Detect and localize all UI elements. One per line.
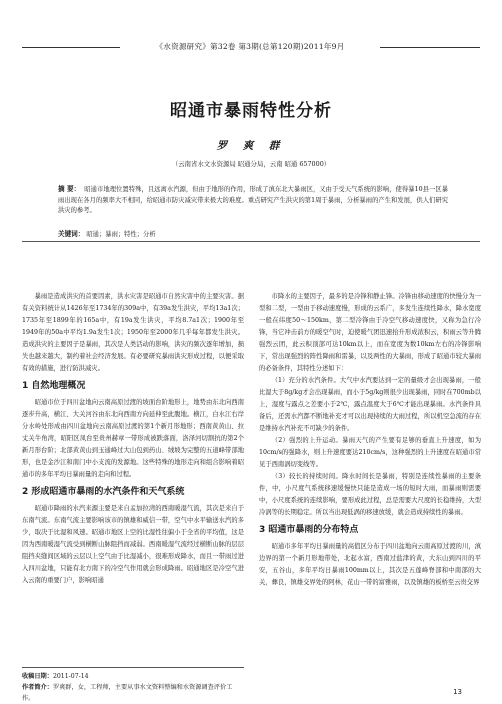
header-rule-right	[380, 47, 480, 48]
keywords	[58, 228, 448, 238]
received-label: 收稿日期：	[22, 673, 53, 680]
abstract	[58, 184, 448, 217]
weather-systems-paragraph: 市降水的主要因子，最多的是冷锋和静止锋。冷锋由移动速度的快慢分为一型和二型，一型由于移动速度慢，形成的云系广，多发生连续性降水，降水宽度一般在纬度50～150km，第二型冷锋由于冷空气移动速度快，又称为急行冷锋，当它冲击前方的暖空气时，迫使暖气团迅速抬升形成浓积云，积雨云等升腾强烈云团，此云积顶部可达10km以上，而在宽度为数10km左右的冷锋影响下，常出现强烈的阵性降雨和雷暴，以及两性的大暴雨，形成了昭通市较大暴雨的必备条件，其特性分述如下：	[259, 293, 481, 372]
received-value: 2011-07-14	[52, 673, 89, 680]
page-number: 13	[453, 688, 462, 696]
left-column	[22, 291, 244, 587]
abstract-text: 昭通市地理位置特殊，且远离水汽源，但由于地形的作用，形成了滇东北大暴雨区，又由于受天气系统的影响，使得暴10县一区暴雨出现在各月的频率大不相同，给昭通市防灾减灾带来极大的难度。重点研究产生洪灾的第1周于暴雨，分析暴雨的产生和发展，供人们研究洪灾的参考。	[58, 186, 448, 215]
intro-paragraph: 暴雨是造成洪灾的首要因素，洪水灾害是昭通市自然灾害中的主要灾害。据有关资料统计从1426年至1734年的309a中，有39a发生洪灾，平均13a1次；1735年至1899年的165a中，有19a发生洪灾，平均8.7a1次；1900年至1949年的50a中平均1.9a发生1次；1950年至2000年几乎每年都发生洪灾。造成洪灾的主要因子是暴雨，其次是人类活动的影响，洪灾的频次逐年增加，损失也越来越大，制约着社会经济发展。有必要研究暴雨洪灾形成过程，以便采取有效的措施，进行防洪减灾。	[22, 293, 244, 372]
journal-header	[22, 40, 480, 54]
section-3-paragraph: 昭通市多年平均日暴雨量的高值区分布于四川盆地向云南高原过渡的川，滇边界的第一个新月形地带处，北起水富，西南过盐津的黄，大东山到四川的平安，五谷山，多年平均日暴雨100mm以上，其次是五莲峰脊部和中南部的大关，彝良，镇雄交界处的阿林，花山一带的富雅雨，以及镇雄的板桥至云贵交界	[259, 543, 481, 586]
section-3-heading: 3 昭通市暴雨的分布特点	[259, 525, 359, 535]
article-title: 昭通市暴雨特性分析	[170, 101, 332, 121]
author-bio-text: 罗爽群，女，工程师，主要从事水文资料整编和水资源调查评价工作。	[22, 684, 233, 702]
journal-citation: 《水资源研究》第32卷 第3期(总第120期)2011年9月	[155, 42, 345, 51]
author-bio-label: 作者简介：	[22, 684, 53, 691]
author-affiliation: （云南省水文水资源局 昭通分局，云南 昭通 657000）	[171, 160, 331, 168]
footnotes	[22, 671, 244, 704]
right-column	[259, 291, 481, 589]
section-2-heading: 2 形成昭通市暴雨的水汽条件和天气系统	[22, 487, 185, 497]
section-2-paragraph: 昭通市降雨的水汽来源主要是来自孟加拉湾的西南暖湿气流，其次是来自于东南气流。东南气流主要影响该市的镇雄和威信一带，空气中水平输送水汽的多少，取决于比湿和风速。昭通市地区上空的比湿性往偏小于全省的平均值，这是因为西南暖湿气流受到横断山脉阻挡而减弱。西南暖湿气流经过横断山脉的层层阻挡夹缝间区域的云层以上空气由于比湿减小，很难形成降水，而且一带雨过进入四川盆地，只能有北方南下的冷空气作用就会形成降雨。昭通地区是冷空气进入云南的重要门户，影响昭通	[22, 505, 244, 584]
article-author: 罗 爽 群	[216, 140, 286, 152]
condition-1-paragraph: （1）充分的水汽条件。大气中水汽要达到一定的量级才会出现暴雨，一般比湿大于8g/kg才会出现暴雨，而小于5g/kg则很少出现暴雨，同时在700mb以上，湿度与露点之差要小于2℃，露点温度大于6℃才能出现暴雨。水汽条件具备后，还需水汽都不断地补充才可以出现持续的大雨过程，所以机空急流的存在是维持水汽补充不可缺少的条件。	[259, 377, 481, 432]
section-1-paragraph: 昭通市位于四川盆地向云南高原过渡的坡面台阶地形上，地势由东北向西南逐步升高，横江、大关河谷由东北向西南方向延伸至此腹地。横江，白水江右岸分水岭处形成由四川盆地向云南高原过渡的第1个新月形地形；西南黄黄山、拉丈关牛角湾，昭阳区凤台至贵州赫章一带形成被跌落面，洛泽河切割抗的第2个新月形台阶；北部黄黄山到玉通峰过大山包到药山、绒坡为完整的五道峰带部地形，也是金沙江和南门中小支流的发源地。这些特殊的地形走向和组合影响着昭通市的多年平均日暴雨量的走向和过程。	[22, 399, 244, 478]
condition-2-paragraph: （2）强烈的上升运动。暴雨天气的产生要有足够的垂直上升速度，如为10cm/s的强降水，则上升速度要达210cm/s，这种强烈的上升速度在昭通市常见于西南涡切变线等。	[259, 437, 481, 468]
author-bio	[22, 682, 244, 704]
condition-3-paragraph: （3）较长的持续时间。降水时间长是暴雨，特别是连续性暴雨的主要条件，中，小尺度气系统移速缓慢快只能是造成一场的短时大雨，而暴雨则需要中，小尺度系统的连续影响，要形成此过程，总是需要大尺度的长稳维持，大型冷涡等的长期稳定。所以当出现低涡的移速放缓，就会造成持续性的暴雨。	[259, 473, 481, 516]
section-1-heading: 1 自然地理概况	[22, 381, 86, 391]
footnote-divider	[22, 667, 244, 668]
abstract-label: 摘 要：	[58, 185, 81, 193]
header-rule-left	[22, 47, 120, 48]
abstract-divider	[22, 241, 480, 242]
keywords-text: 昭通；暴雨；特性；分析	[86, 231, 156, 238]
keywords-label: 关键词：	[58, 230, 85, 238]
received-date	[22, 671, 244, 682]
